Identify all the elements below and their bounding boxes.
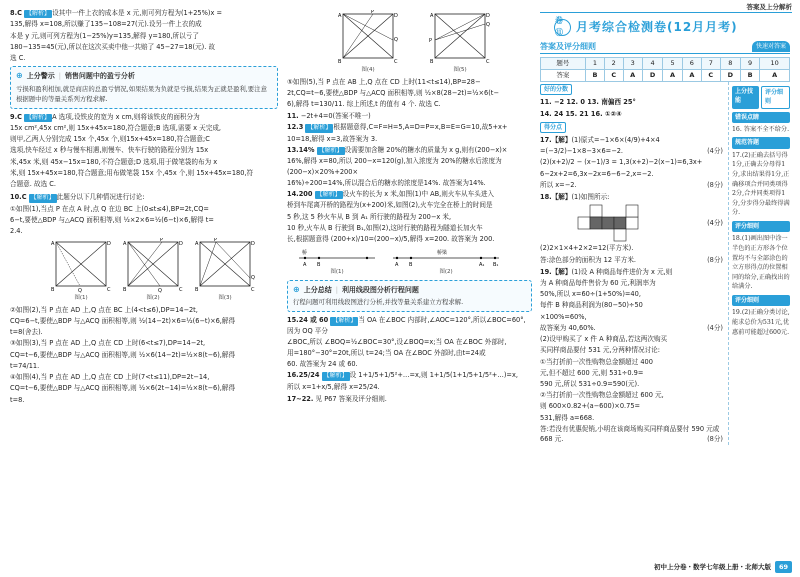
q12-num: 12. xyxy=(287,123,299,132)
answers-14-16: 14. 24 15. 21 16. ①②④ xyxy=(540,109,622,118)
svg-text:A₁: A₁ xyxy=(479,262,485,269)
figure-3-caption: 图(3) xyxy=(218,295,232,302)
a17-row xyxy=(540,146,723,156)
q15-line: 用=180°−30°=20t,所以 t=24;当 OA 在∠BOC 外部时,由t=24或 xyxy=(287,348,486,357)
q14-num: 14. xyxy=(287,190,299,199)
figure-1-caption: 图(1) xyxy=(74,295,88,302)
q16-tag: 【解析】 xyxy=(323,372,348,380)
table-answer: B xyxy=(741,69,760,81)
figure-3-diagram xyxy=(194,238,256,294)
q15-tag: 【解析】 xyxy=(332,317,357,325)
a19-line: ×100%=60%, xyxy=(540,312,587,321)
table-answer: A xyxy=(663,69,682,81)
q14-answer: 200 xyxy=(298,190,313,199)
q8-num: 8. xyxy=(10,9,18,17)
a19-row xyxy=(540,424,723,444)
side-head-error: 错误点睛 xyxy=(732,112,790,123)
table-answer: A xyxy=(760,69,790,81)
q12-tag: 【解析】 xyxy=(307,124,332,132)
table-answer: A xyxy=(623,69,642,81)
table-num: 4 xyxy=(642,57,663,69)
subhead-score: 得分点 xyxy=(540,122,566,133)
q16 xyxy=(287,370,532,380)
side-header xyxy=(732,86,790,109)
q11-num: 11. xyxy=(287,112,299,121)
q14-tag: 【解析】 xyxy=(316,191,341,199)
a17-row xyxy=(540,180,723,190)
section-quick-answer: 快速对答案 xyxy=(752,41,790,52)
table-answer: A xyxy=(682,69,701,81)
svg-text:A: A xyxy=(51,241,55,248)
q11-text: −2t+4=0(答案不唯一) xyxy=(300,112,371,121)
q8-line: 选 C. xyxy=(10,54,26,63)
svg-text:P: P xyxy=(429,38,433,44)
detail-main xyxy=(540,82,723,445)
q13-line: 设需要加含糖 20%的糖水的质量为 x g,则有(200−x)× xyxy=(344,146,508,154)
q12-answer: 3 xyxy=(298,123,304,132)
svg-text:D: D xyxy=(107,241,111,248)
figure-2 xyxy=(122,238,184,303)
summary-title: 上分总结 xyxy=(303,285,332,294)
q10 xyxy=(10,192,278,202)
svg-text:A: A xyxy=(338,13,342,19)
figure-4-diagram xyxy=(337,10,399,66)
a17-tag: 【解】 xyxy=(551,136,572,145)
summary-subtitle: 利用线段图分析行程问题 xyxy=(341,285,419,294)
svg-text:C: C xyxy=(179,287,183,294)
page-footer xyxy=(654,561,792,573)
train-fig2-caption: 图(2) xyxy=(439,269,453,276)
exam-title xyxy=(554,15,790,38)
warning-title: 上分警示 xyxy=(26,72,55,81)
svg-text:A: A xyxy=(123,241,127,248)
a19-line: 故答案为 40,60%. xyxy=(540,323,596,332)
q10-line: t=8(舍去). xyxy=(10,328,43,337)
a19-line: 每件 B 种商品利润为(80−50)÷50 xyxy=(540,301,643,310)
q17-22 xyxy=(287,394,532,404)
a17-line: (2)(x+2)/2 − (x−1)/3 = 1,3(x+2)−2(x−1)=6,3x+ xyxy=(540,158,703,167)
svg-text:B₁: B₁ xyxy=(493,262,499,269)
train-line-1 xyxy=(297,246,377,268)
q10-line: ②如图(2),当 P 点在 AD 上,Q 点在 BC 上(4<t≤6),DP=14−2t, xyxy=(10,305,198,314)
q9-num: 9. xyxy=(10,112,18,121)
exam-number-badge: 卷⑪ xyxy=(554,19,571,36)
q13-answer: 14% xyxy=(298,146,315,154)
a18-row xyxy=(540,255,723,265)
a19-num: 19. xyxy=(540,267,552,276)
q10-line: CQ=t−6,要使△BDP 与△ACQ 面积相等,则 ½×6(14−2t)=½×8(t−6),解得 xyxy=(10,350,236,359)
a18-tag: 【解】 xyxy=(551,193,572,202)
q8-line: 135,解得 x=108,所以赚了135−108=27(元).设另一件上衣的成 xyxy=(10,20,202,29)
q15-line: 当 OA 在∠BOC 内部时,∠AOC=120°,所以∠BOC=60°,因为 OQ 平分 xyxy=(287,316,526,335)
q12 xyxy=(287,122,532,132)
answers-11-13: 11. −2 12. 0 13. 南偏西 25° xyxy=(540,98,636,107)
svg-text:Q: Q xyxy=(394,37,398,43)
a17-line: =(−3/2)−1×8−3×6=−2. xyxy=(540,147,624,156)
a19-line: 元,但不超过 600 元,则 531÷0.9= xyxy=(540,368,644,377)
q10-line: CQ=t−6,要使△BDP 与△ACQ 面积相等,则 ½×6(2t−14)=½×8(t−6),解得 xyxy=(10,384,236,393)
table-num: 8 xyxy=(720,57,741,69)
q9-tag: 【解析】 xyxy=(26,113,51,121)
a19-line: (1)设 A 种商品每件进价为 x 元,则 xyxy=(571,267,673,276)
q12-line: 10=18,解得 x=3,故答案为 3. xyxy=(287,134,378,143)
side-text-19: 19.(2)正确分类讨论,能求总价为531元,优惠前可能超过600元. xyxy=(732,309,790,336)
figure-1-diagram xyxy=(50,238,112,294)
q10-line: 此题分以下几种情况进行讨论: xyxy=(56,193,145,202)
q10-num: 10. xyxy=(10,193,22,202)
table-num: 5 xyxy=(663,57,682,69)
a19-line: 590 元,所以 531÷0.9=590(元). xyxy=(540,379,640,388)
score-mark: (4分) xyxy=(707,147,723,156)
svg-text:A: A xyxy=(303,262,307,269)
a19-line: 答:若没有优惠促销,小明在该商场购买同样商品要付 590 元或 668 元. xyxy=(540,424,720,444)
q15-num: 15. xyxy=(287,316,299,325)
score-mark: (4分) xyxy=(707,219,723,228)
answer-table xyxy=(540,57,790,82)
q16-answer: 25/24 xyxy=(298,371,320,380)
net-diagram xyxy=(570,203,660,243)
q14-line: 设火车的长为 x 米,如图(1)中 AB,则火车从车头进入 xyxy=(342,190,495,199)
q10-line: CQ=6−t,要使△BDP 与△ACQ 面积相等,则 ½(14−2t)×6=½(6−t)×6,解得 xyxy=(10,316,236,325)
q9-answer: C xyxy=(17,112,22,121)
svg-text:A: A xyxy=(430,13,434,19)
side-head-skill: 上分技能 xyxy=(732,86,759,109)
bridge-span-label: 桥梁 xyxy=(437,250,448,257)
side-head-standard: 规范答题 xyxy=(732,137,790,148)
figure-4 xyxy=(337,10,399,75)
q9-line: 合题意. 故选 C. xyxy=(10,179,56,188)
table-label-answer: 答案 xyxy=(541,69,586,81)
table-num: 10 xyxy=(760,57,790,69)
footer-text: 初中上分卷・数学七年级上册・北师大版 xyxy=(653,562,771,571)
figure-1 xyxy=(50,238,112,303)
q15 xyxy=(287,315,532,336)
q13-tag: 【解析】 xyxy=(318,147,343,154)
train-fig1-caption: 图(1) xyxy=(330,269,344,276)
summary-box: ⊕ 上分总结 | 利用线段图分析行程问题 行程问题可利用线段图进行分析,并找等量关系建立方程求解. xyxy=(287,280,532,312)
table-num: 3 xyxy=(623,57,642,69)
q13-line: 16%,解得 x=80,所以 200−x=120(g),加入浓度为 20%的糖水后浓度为(200−x)×20%+200× xyxy=(287,157,502,176)
a19-line: 531,解得 a=668. xyxy=(540,413,595,422)
q14-line: 10 秒,火车从 B 行驶到 B₁,如图(2),这时行驶的路程为隧道长加火车 xyxy=(287,223,483,232)
q9-line: 15x cm²,45x cm²,则 15x+45x=180,符合题意;B 选项,需要 x 天完成, xyxy=(10,123,222,132)
figure-4-caption: 图(4) xyxy=(361,67,375,73)
q9-line: 选项,快车经过 x 秒与慢车相遇,则慢车、快车行驶的路程分别为 15x xyxy=(10,146,209,155)
a19-line: ②当打折前一次性购物总金额超过 600 元, xyxy=(540,391,664,400)
q13-num: 13. xyxy=(287,146,299,154)
q10-tag: 【解析】 xyxy=(30,194,55,202)
table-num: 2 xyxy=(604,57,623,69)
q15-answer: 24 或 60 xyxy=(298,316,329,325)
q9 xyxy=(10,112,278,122)
svg-text:D: D xyxy=(251,241,255,248)
side-text-16: 16. 答案不全不给分. xyxy=(732,125,790,133)
q15-line: ∠BOC,所以 ∠BOQ=½∠BOC=30°,设∠BOQ=x;当 OA 在∠BOC 外部时, xyxy=(287,337,507,346)
warning-text: 亏损和盈利相加,就是商店的总盈亏情况,如果结果为负就是亏损,结果为正就是盈利,要注意根据题中的等量关系列方程求解. xyxy=(16,84,267,103)
page-number: 69 xyxy=(775,561,792,573)
column-2 xyxy=(287,8,532,405)
train-diagram xyxy=(297,246,532,277)
plus-icon: ⊕ xyxy=(293,284,300,294)
svg-text:C: C xyxy=(251,287,255,294)
svg-text:Q: Q xyxy=(251,275,255,282)
a17-line: 6−2x+2=6,3x−2x=6−6−2,x=−2. xyxy=(540,169,654,178)
exam-title-text: 月考综合检测卷(12月月考) xyxy=(576,20,738,34)
score-mark: (8分) xyxy=(707,255,723,264)
answer-table-row xyxy=(541,69,790,81)
q13 xyxy=(287,145,532,155)
table-answer: C xyxy=(604,69,623,81)
side-text-17: 17.(2)正确去括号得1分,正确去分母得1分,求出结果得1分,正确移项合并同类项得2分,合并同类项得1分,分步得分最终得满分. xyxy=(732,151,790,217)
q13-line: 16%)÷200=14%,所以混合后的糖水的浓度是14%. 故答案为14%. xyxy=(287,178,486,187)
train-figure-1 xyxy=(297,246,377,277)
a19 xyxy=(540,267,723,277)
svg-text:B: B xyxy=(338,59,342,65)
a19-tag: 【解】 xyxy=(551,267,572,276)
warning-subtitle: 销售问题中的盈亏分析 xyxy=(64,72,135,81)
q10-line: ⑤如图(5),当 P 点在 AB 上,Q 点在 CD 上时(11<t≤14),BP=28− xyxy=(287,77,481,86)
q10-line: 6),解得 t=130/11. 综上所述,t 的值有 4 个. 故选 C. xyxy=(287,99,441,108)
a19-line: (2)设甲购买了 x 件 A 种商品,若这两次购买 xyxy=(540,335,668,344)
a19-line: 为 A 种商品每件售价为 60 元,利润率为 xyxy=(540,278,656,287)
warning-box: ⊕ 上分警示 | 销售问题中的盈亏分析 亏损和盈利相加,就是商店的总盈亏情况,如果结果为负就是亏损,结果为正就是盈利,要注意根据题中的等量关系列方程求解. xyxy=(10,66,278,108)
q10-line: t=8. xyxy=(10,395,25,404)
q8-tag: 【解析】 xyxy=(26,10,51,17)
a17-num: 17. xyxy=(540,136,552,145)
svg-text:B: B xyxy=(430,59,434,65)
q14-line: 5 秒,这 5 秒火车从 B 到 A₁ 所行驶的路程为 200−x 米, xyxy=(287,212,452,221)
table-answer: D xyxy=(720,69,741,81)
figure-row-1 xyxy=(50,238,278,303)
subhead-fill: 好的分数 xyxy=(540,84,572,95)
a19-row xyxy=(540,323,723,333)
score-mark: (8分) xyxy=(707,180,723,189)
side-notes xyxy=(728,82,790,445)
q9-line: 米,则 15x+45x=180,符合题意;用布做笔袋 15x 个,45x 个,则 15x+45x=180,符 xyxy=(10,168,254,177)
q12-line: 根据题意得,C=F=H=5,A=D=P=x,B=E=G=10,故5+x+ xyxy=(333,123,508,132)
figure-2-caption: 图(2) xyxy=(146,295,160,302)
a18-figure-row xyxy=(540,203,723,243)
q14-line: 长,根据题意得 (200+x)/10=(200−x)/5,解得 x=200. 故答案为 200. xyxy=(287,235,495,244)
score-mark: (8分) xyxy=(707,435,723,444)
figure-5-diagram xyxy=(429,10,491,66)
a19-line: 则 600×0.82+(a−600)×0.75= xyxy=(540,402,641,411)
svg-text:B: B xyxy=(195,287,199,294)
q8-line: 180−135=45(元),所以在这次买卖中他一共赔了 45−27=18(元). 故 xyxy=(10,42,216,51)
q8-line: 本是 y 元,则可列方程为(1−25%)y=135,解得 y=180,所以亏了 xyxy=(10,31,199,40)
q16-line: 设 1+1/5+1/5²+…=x,则 1+1/5(1+1/5+1/5²+…)=x, xyxy=(349,371,518,380)
q10-line: ③如图(3),当 P 点在 AD 上,Q 点在 CD 上时(6<t≤7),DP=14−2t, xyxy=(10,339,206,348)
table-answer: C xyxy=(702,69,721,81)
svg-text:C: C xyxy=(394,59,398,65)
figure-5 xyxy=(429,10,491,75)
q10-answer: C xyxy=(21,193,27,202)
q9-line: 则甲,乙两人分别完成 15x 个,45x 个,则15x+45x=180,符合题意;C xyxy=(10,135,210,144)
bridge-label: 桥 xyxy=(302,250,308,257)
q16-line: 所以 x=1+x/5,解得 x=25/24. xyxy=(287,382,380,391)
a19-line: 50%,所以 x=60÷(1+50%)=40, xyxy=(540,290,641,299)
figure-2-diagram xyxy=(122,238,184,294)
side-head-rules: 评分细则 xyxy=(761,86,790,109)
column-3 xyxy=(540,8,790,445)
summary-text: 行程问题可利用线段图进行分析,并找等量关系建立方程求解. xyxy=(293,298,464,307)
svg-text:C: C xyxy=(486,59,490,65)
table-num: 9 xyxy=(741,57,760,69)
detail-area xyxy=(540,82,790,445)
column-1 xyxy=(10,8,278,406)
q17-22-text: 见 P67 答案及评分细则. xyxy=(315,395,387,404)
a17-line: 所以 x=−2. xyxy=(540,180,577,189)
svg-text:D: D xyxy=(486,13,490,19)
q10-line: 2t,CQ=t−6,要使△BDP 与△ACQ 面积相等,则 ½×8(28−2t)=½×6(t− xyxy=(287,88,499,97)
svg-text:C: C xyxy=(107,287,111,294)
q15-line: 60. 故答案为 24 或 60. xyxy=(287,360,358,369)
svg-text:B: B xyxy=(409,262,413,269)
svg-text:P: P xyxy=(214,238,218,244)
q8 xyxy=(10,8,278,18)
a17-line: (1)原式=−1×6×(4/9)+4×4 xyxy=(571,136,660,145)
table-answer: B xyxy=(585,69,604,81)
side-head-scoring: 评分细则 xyxy=(732,221,790,232)
a18 xyxy=(540,192,723,202)
svg-text:D: D xyxy=(179,241,183,248)
svg-text:A: A xyxy=(195,241,199,248)
svg-text:D: D xyxy=(394,13,398,19)
q8-answer: C xyxy=(17,9,22,17)
a18-num: 18. xyxy=(540,193,552,202)
svg-text:Q: Q xyxy=(158,288,162,295)
svg-text:B: B xyxy=(317,262,321,269)
svg-text:P: P xyxy=(371,10,375,15)
svg-text:Q: Q xyxy=(78,288,82,295)
a18-line: (1)如图所示: xyxy=(571,193,610,202)
header-label: 答案及上分解析 xyxy=(746,3,792,11)
section-title: 答案及评分细则 xyxy=(540,41,596,51)
a18-line: 答:涂色部分的面积为 12 平方米. xyxy=(540,255,637,264)
section-header xyxy=(540,41,790,54)
q9-line: 米,45x 米,则 45x−15x=180,不符合题意;D 选项,用于做笔袋的布为 x xyxy=(10,157,218,166)
table-answer: D xyxy=(642,69,663,81)
q9-line: A 选项,设铁皮的宽为 x cm,则将该铁皮的面积分为 xyxy=(52,112,200,121)
q10-line: t=74/11. xyxy=(10,361,40,370)
figure-row-2 xyxy=(337,10,532,75)
q8-line: 设其中一件上衣的成本是 x 元,则可列方程为(1+25%)x = xyxy=(52,9,222,17)
a17 xyxy=(540,135,723,145)
side-text-18: 18.(1)画出图中涂一半色的正方形各个位置均不与全部涂色的立方形得点的位置相同的给分,正确找出的给满分. xyxy=(732,235,790,291)
q10-line: ①如图(1),当点 P 在点 A 时,点 Q 在边 BC 上(0≤t≤4),BP=2t,CQ= xyxy=(10,204,209,213)
train-line-2 xyxy=(391,246,501,268)
svg-text:P: P xyxy=(160,238,164,244)
table-num: 7 xyxy=(702,57,721,69)
table-num: 1 xyxy=(585,57,604,69)
a19-line: ①当打折前一次性购物总金额超过 400 xyxy=(540,357,653,366)
plus-icon: ⊕ xyxy=(16,71,23,81)
a18-line: (2)2×1×4+2×2=12(平方米). xyxy=(540,244,634,253)
side-head-scoring-2: 评分细则 xyxy=(732,295,790,306)
q14-line: 桥到车尾离开桥的路程为(x+200)米,如图(2),火车完全在桥上的时间是 xyxy=(287,201,493,210)
svg-text:B: B xyxy=(123,287,127,294)
q16-num: 16. xyxy=(287,371,299,380)
figure-5-caption: 图(5) xyxy=(453,67,467,73)
table-num: 6 xyxy=(682,57,701,69)
q17-22-num: 17~22. xyxy=(287,395,314,404)
table-label-num: 题号 xyxy=(541,57,586,69)
q11 xyxy=(287,111,532,121)
q14 xyxy=(287,189,532,199)
svg-text:Q: Q xyxy=(486,22,490,28)
q10-line: 6−t,要使△BDP 与△ACQ 面积相等,则 ½×2×6=½(6−t)×6,解得 t= xyxy=(10,215,214,224)
score-mark: (4分) xyxy=(707,323,723,332)
q10-line: ④如图(4),当 P 点在 AD 上,Q 点在 CD 上时(7<t≤11),DP=2t−14, xyxy=(10,373,210,382)
answer-table-header-row xyxy=(541,57,790,69)
svg-text:A: A xyxy=(395,262,399,269)
train-figure-2 xyxy=(391,246,501,277)
svg-text:B: B xyxy=(51,287,55,294)
q10-line: 2.4. xyxy=(10,227,23,236)
figure-3 xyxy=(194,238,256,303)
a19-line: 买同样商品要付 531 元,分两种情况讨论: xyxy=(540,346,661,355)
